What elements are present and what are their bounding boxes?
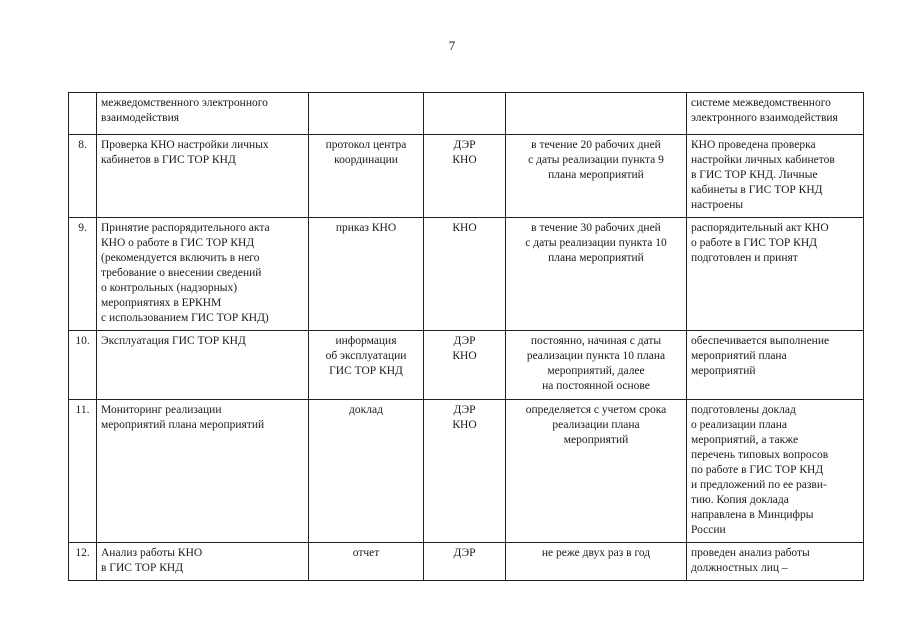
term-cell: в течение 30 рабочих дней с даты реализации пункта 10 плана мероприятий	[506, 218, 687, 331]
action-cell: Анализ работы КНО в ГИС ТОР КНД	[97, 543, 309, 581]
document-cell: отчет	[309, 543, 424, 581]
table-row	[69, 331, 864, 400]
term-cell	[506, 93, 687, 135]
document-cell: приказ КНО	[309, 218, 424, 331]
row-number: 8.	[69, 135, 97, 218]
term-cell: постоянно, начиная с даты реализации пункта 10 плана мероприятий, далее на постоянной основе	[506, 331, 687, 400]
result-cell: распорядительный акт КНО о работе в ГИС ТОР КНД подготовлен и принят	[687, 218, 864, 331]
result-cell: проведен анализ работы должностных лиц –	[687, 543, 864, 581]
table-row	[69, 543, 864, 581]
action-cell: Проверка КНО настройки личных кабинетов в ГИС ТОР КНД	[97, 135, 309, 218]
result-cell: обеспечивается выполнение мероприятий плана мероприятий	[687, 331, 864, 400]
term-cell: в течение 20 рабочих дней с даты реализации пункта 9 плана мероприятий	[506, 135, 687, 218]
action-cell: Принятие распорядительного акта КНО о работе в ГИС ТОР КНД (рекомендуется включить в него требование о внесении сведений о контрольных (надзорных) мероприятиях в ЕРКНМ с использованием ГИС ТОР КНД)	[97, 218, 309, 331]
action-cell: Мониторинг реализации мероприятий плана мероприятий	[97, 400, 309, 543]
table-row	[69, 400, 864, 543]
term-cell: не реже двух раз в год	[506, 543, 687, 581]
table-row	[69, 135, 864, 218]
document-cell	[309, 93, 424, 135]
plan-table	[68, 92, 864, 581]
document-cell: доклад	[309, 400, 424, 543]
responsible-cell: ДЭР КНО	[424, 400, 506, 543]
result-cell: системе межведомственного электронного взаимодействия	[687, 93, 864, 135]
term-cell: определяется с учетом срока реализации плана мероприятий	[506, 400, 687, 543]
row-number: 11.	[69, 400, 97, 543]
responsible-cell: ДЭР КНО	[424, 331, 506, 400]
document-cell: протокол центра координации	[309, 135, 424, 218]
responsible-cell: ДЭР	[424, 543, 506, 581]
row-number: 12.	[69, 543, 97, 581]
result-cell: подготовлены доклад о реализации плана мероприятий, а также перечень типовых вопросов по работе в ГИС ТОР КНД и предложений по ее разви- тию. Копия доклада направлена в Минцифры России	[687, 400, 864, 543]
row-number: 9.	[69, 218, 97, 331]
table-row	[69, 218, 864, 331]
responsible-cell	[424, 93, 506, 135]
responsible-cell: КНО	[424, 218, 506, 331]
table-row	[69, 93, 864, 135]
row-number: 10.	[69, 331, 97, 400]
result-cell: КНО проведена проверка настройки личных кабинетов в ГИС ТОР КНД. Личные кабинеты в ГИС ТОР КНД настроены	[687, 135, 864, 218]
responsible-cell: ДЭР КНО	[424, 135, 506, 218]
action-cell: Эксплуатация ГИС ТОР КНД	[97, 331, 309, 400]
row-number	[69, 93, 97, 135]
page-number: 7	[448, 38, 456, 53]
document-cell: информация об эксплуатации ГИС ТОР КНД	[309, 331, 424, 400]
action-cell: межведомственного электронного взаимодействия	[97, 93, 309, 135]
